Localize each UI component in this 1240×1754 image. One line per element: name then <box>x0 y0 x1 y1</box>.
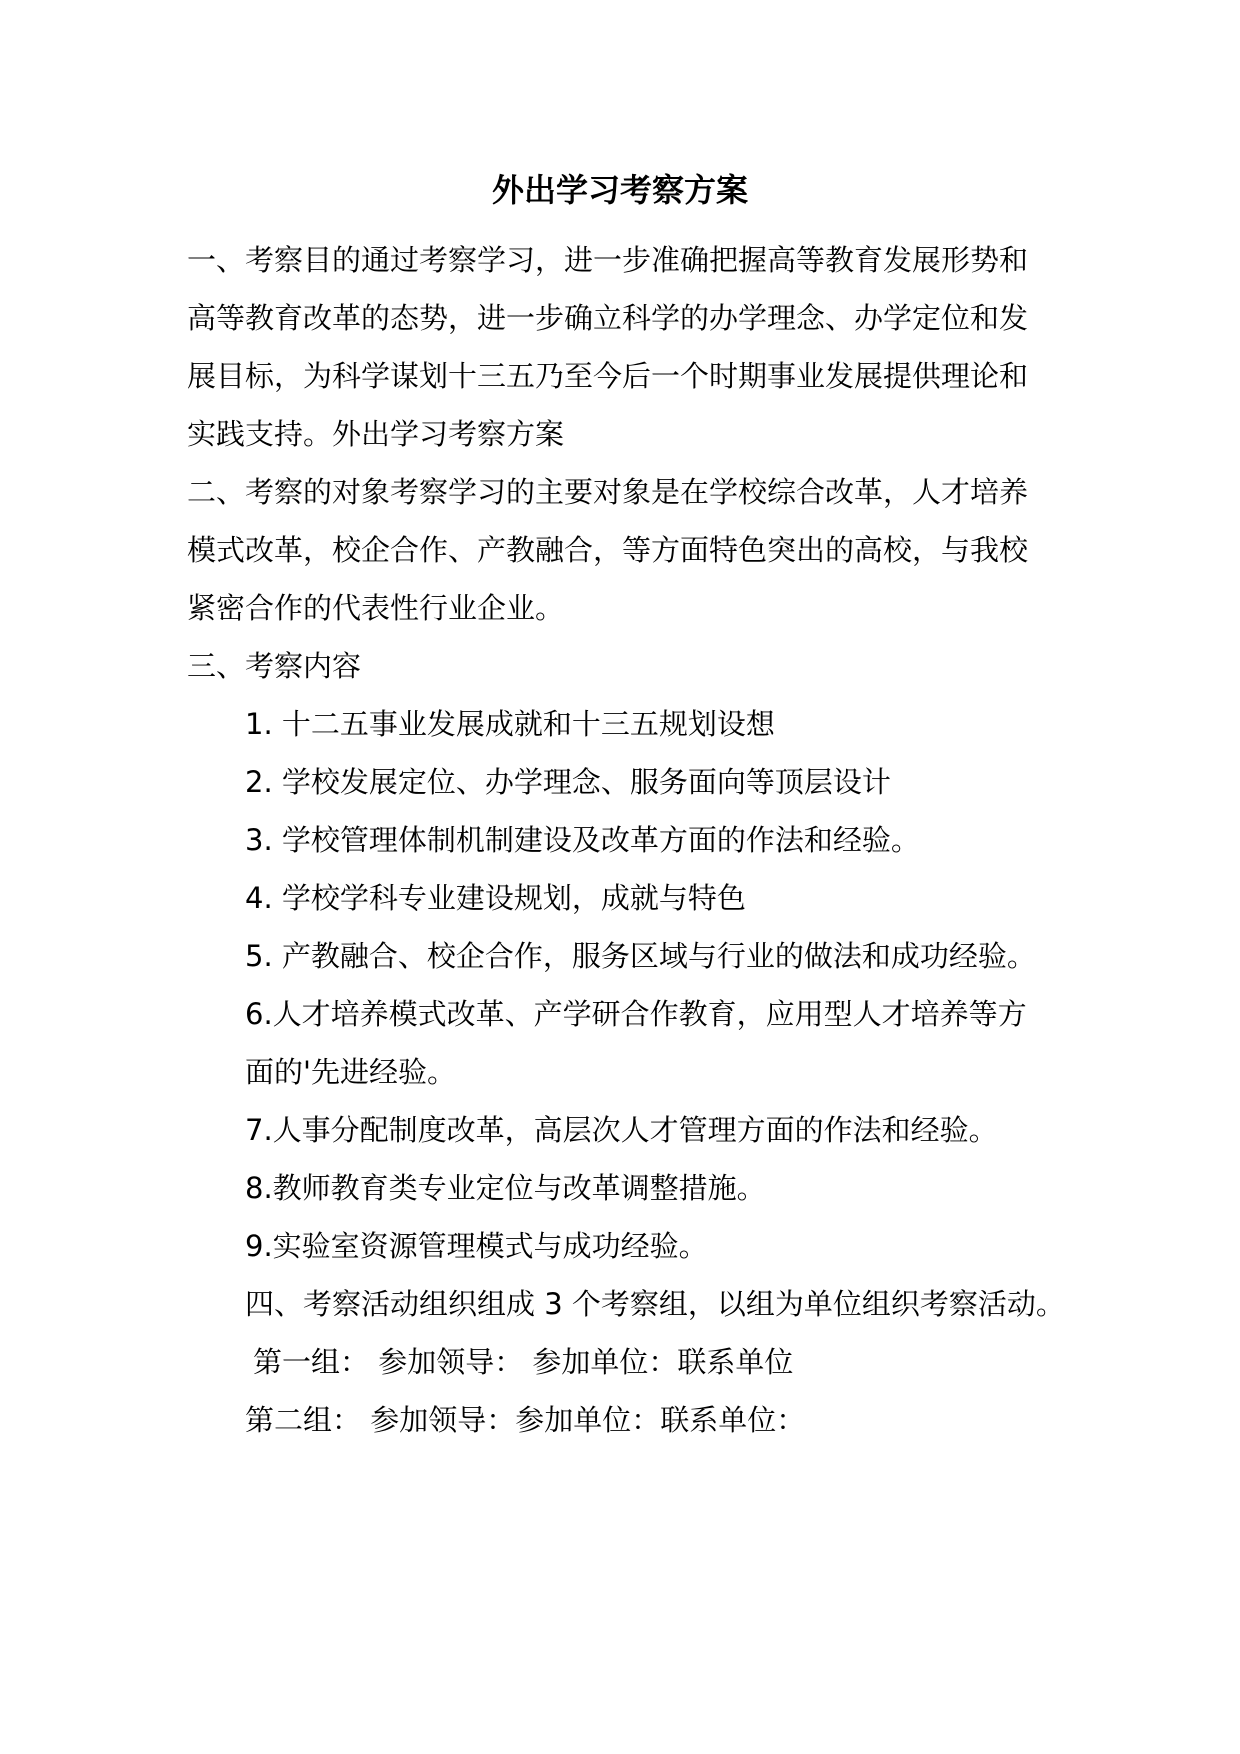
list-item-1: 1. 十二五事业发展成就和十三五规划设想 <box>245 707 775 741</box>
paragraph-purpose-line-1: 一、考察目的通过考察学习，进一步准确把握高等教育发展形势和 <box>187 243 1029 277</box>
document-title: 外出学习考察方案 <box>491 171 748 209</box>
list-item-2: 2. 学校发展定位、办学理念、服务面向等顶层设计 <box>245 765 891 799</box>
group-two-line: 第二组： 参加领导：参加单位：联系单位： <box>245 1403 806 1437</box>
list-item-4: 4. 学校学科专业建设规划，成就与特色 <box>245 881 746 915</box>
list-item-6-continued: 面的'先进经验。 <box>245 1055 456 1089</box>
paragraph-purpose-line-3: 展目标，为科学谋划十三五乃至今后一个时期事业发展提供理论和 <box>187 359 1029 393</box>
group-one-line: 第一组： 参加领导： 参加单位：联系单位 <box>253 1345 794 1379</box>
section-heading-organization: 四、考察活动组织组成 3 个考察组，以组为单位组织考察活动。 <box>245 1287 1065 1321</box>
paragraph-target-line-2: 模式改革，校企合作、产教融合，等方面特色突出的高校，与我校 <box>187 533 1029 567</box>
list-item-8: 8.教师教育类专业定位与改革调整措施。 <box>245 1171 766 1205</box>
paragraph-target-line-3: 紧密合作的代表性行业企业。 <box>187 591 565 625</box>
list-item-7: 7.人事分配制度改革，高层次人才管理方面的作法和经验。 <box>245 1113 998 1147</box>
paragraph-target-line-1: 二、考察的对象考察学习的主要对象是在学校综合改革，人才培养 <box>187 475 1029 509</box>
section-heading-content: 三、考察内容 <box>187 649 362 683</box>
list-item-5: 5. 产教融合、校企合作，服务区域与行业的做法和成功经验。 <box>245 939 1036 973</box>
list-item-3: 3. 学校管理体制机制建设及改革方面的作法和经验。 <box>245 823 920 857</box>
paragraph-purpose-line-2: 高等教育改革的态势，进一步确立科学的办学理念、办学定位和发 <box>187 301 1029 335</box>
list-item-9: 9.实验室资源管理模式与成功经验。 <box>245 1229 708 1263</box>
paragraph-purpose-line-4: 实践支持。外出学习考察方案 <box>187 417 565 451</box>
list-item-6: 6.人才培养模式改革、产学研合作教育，应用型人才培养等方 <box>245 997 1027 1031</box>
